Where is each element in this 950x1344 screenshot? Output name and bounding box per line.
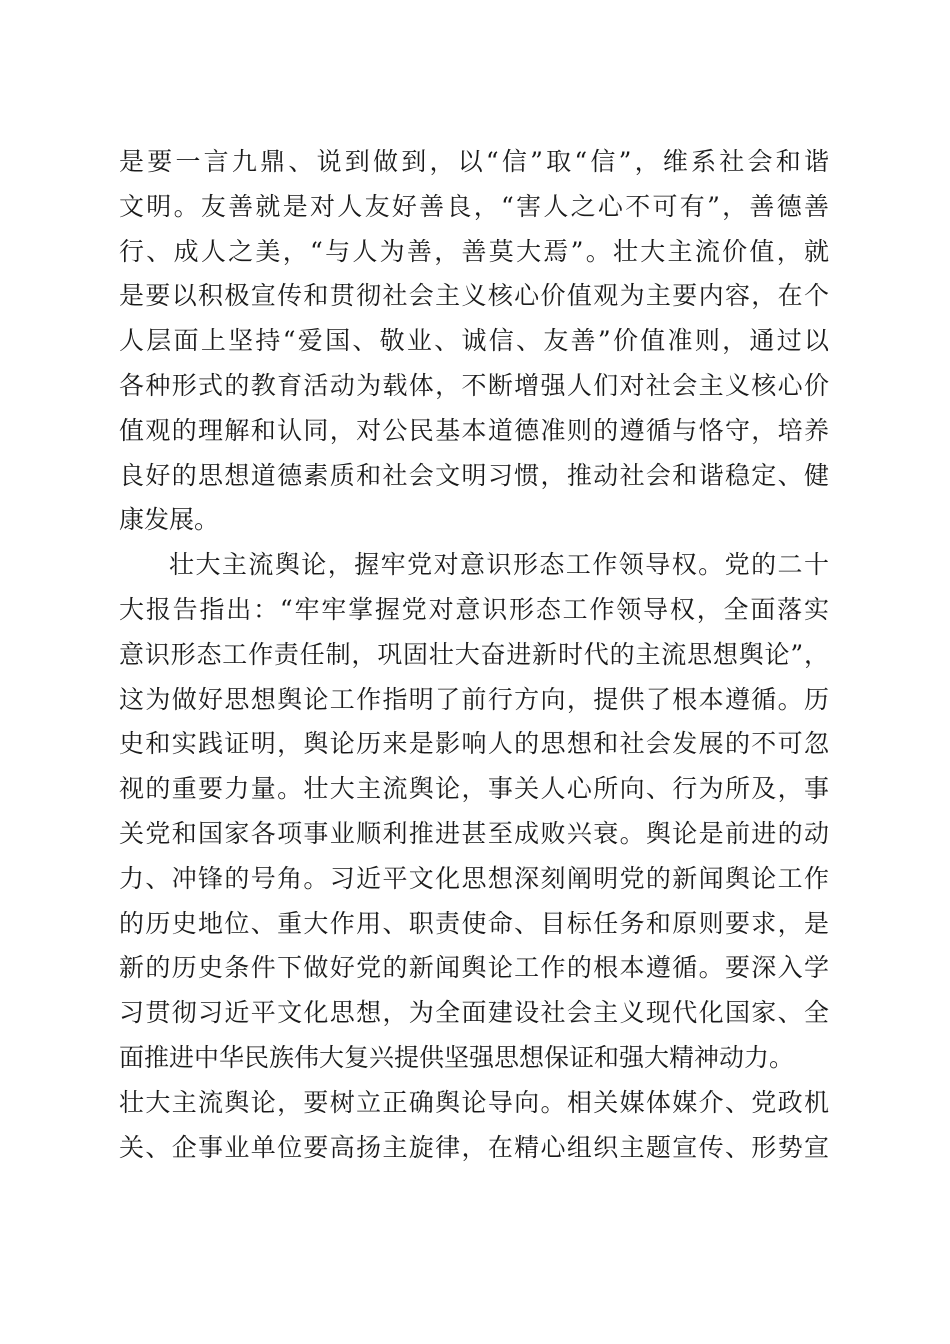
text-line: 良好的思想道德素质和社会文明习惯，推动社会和谐稳定、健: [119, 460, 829, 490]
text-line: 壮大主流舆论，握牢党对意识形态工作领导权。党的二十: [169, 550, 829, 580]
text-line: 各种形式的教育活动为载体，不断增强人们对社会主义核心价: [119, 370, 829, 400]
text-line: 面推进中华民族伟大复兴提供坚强思想保证和强大精神动力。: [119, 1042, 795, 1072]
text-line: 是要一言九鼎、说到做到，以“信”取“信”，维系社会和谐: [119, 147, 829, 176]
text-line: 文明。友善就是对人友好善良，“害人之心不可有”，善德善: [119, 191, 829, 221]
text-line: 视的重要力量。壮大主流舆论，事关人心所向、行为所及，事: [119, 774, 829, 804]
text-line: 习贯彻习近平文化思想，为全面建设社会主义现代化国家、全: [119, 998, 829, 1028]
text-line: 关党和国家各项事业顺利推进甚至成败兴衰。舆论是前进的动: [119, 818, 829, 848]
text-line: 值观的理解和认同，对公民基本道德准则的遵循与恪守，培养: [119, 415, 829, 445]
text-line: 史和实践证明，舆论历来是影响人的思想和社会发展的不可忽: [119, 729, 829, 759]
text-line: 大报告指出：“牢牢掌握党对意识形态工作领导权，全面落实: [119, 594, 829, 624]
text-line: 康发展。: [119, 505, 220, 535]
paragraph-2: [119, 543, 829, 1170]
text-line: 新的历史条件下做好党的新闻舆论工作的根本遵循。要深入学: [119, 953, 829, 983]
text-line: 力、冲锋的号角。习近平文化思想深刻阐明党的新闻舆论工作: [119, 863, 829, 893]
text-line: 的历史地位、重大作用、职责使命、目标任务和原则要求，是: [119, 908, 829, 938]
text-line: 行、成人之美，“与人为善，善莫大焉”。壮大主流价值，就: [119, 236, 829, 266]
text-line: 壮大主流舆论，要树立正确舆论导向。相关媒体媒介、党政机: [119, 1087, 829, 1117]
text-line: 人层面上坚持“爱国、敬业、诚信、友善”价值准则，通过以: [119, 326, 829, 356]
document-body: [119, 140, 829, 1170]
text-line: 意识形态工作责任制，巩固壮大奋进新时代的主流思想舆论”，: [119, 639, 829, 669]
text-line: 关、企事业单位要高扬主旋律，在精心组织主题宣传、形势宣: [119, 1132, 829, 1162]
paragraph-1: [119, 140, 829, 543]
text-line: 是要以积极宣传和贯彻社会主义核心价值观为主要内容，在个: [119, 281, 829, 311]
text-line: 这为做好思想舆论工作指明了前行方向，提供了根本遵循。历: [119, 684, 829, 714]
